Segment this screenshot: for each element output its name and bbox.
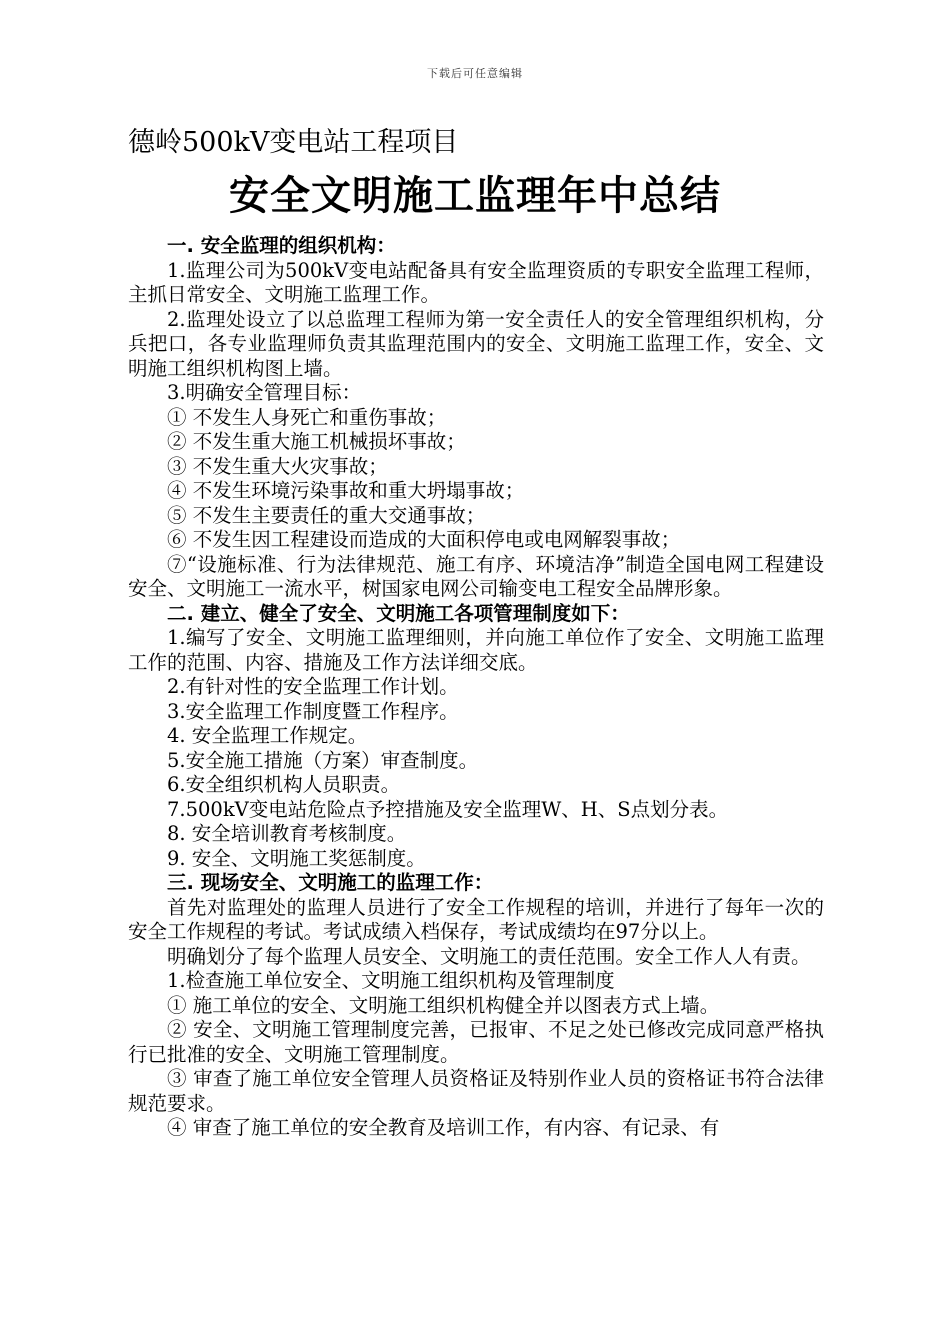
body-paragraph: 首先对监理处的监理人员进行了安全工作规程的培训，并进行了每年一次的安全工作规程的考试。考试成绩入档保存，考试成绩均在97分以上。 [128,895,824,943]
body-paragraph: 7.500kV变电站危险点予控措施及安全监理W、H、S点划分表。 [167,797,729,821]
section-heading: 二. 建立、健全了安全、文明施工各项管理制度如下： [167,601,630,625]
body-paragraph: 3.明确安全管理目标： [167,381,362,404]
body-paragraph: 明确划分了每个监理人员安全、文明施工的责任范围。安全工作人人有责。 [167,944,811,968]
body-paragraph: 9. 安全、文明施工奖惩制度。 [167,846,426,870]
body-paragraph: 8. 安全培训教育考核制度。 [167,822,407,845]
body-paragraph: ④ 审查了施工单位的安全教育及培训工作，有内容、有记录、有 [167,1116,720,1139]
download-note: 下载后可任意编辑 [427,67,523,80]
body-paragraph: 2.有针对性的安全监理工作计划。 [167,675,459,698]
page-title: 安全文明施工监理年中总结 [229,173,721,219]
body-paragraph: ⑤ 不发生主要责任的重大交通事故； [167,503,486,527]
body-paragraph: ② 安全、文明施工管理制度完善，已报审、不足之处已修改完成同意严格执行已批准的安全、文明施工管理制度。 [128,1018,824,1066]
body-paragraph: ④ 不发生环境污染事故和重大坍塌事故； [167,479,525,502]
body-paragraph: 1.监理公司为500kV变电站配备具有安全监理资质的专职安全监理工程师，主抓日常安全、文明施工监理工作。 [128,258,824,306]
section-heading: 一. 安全监理的组织机构： [167,234,396,257]
body-paragraph: 5.安全施工措施（方案）审查制度。 [167,748,479,772]
body-paragraph: 6.安全组织机构人员职责。 [167,773,401,796]
body-paragraph: 3.安全监理工作制度暨工作程序。 [167,699,459,723]
body-paragraph: ⑥ 不发生因工程建设而造成的大面积停电或电网解裂事故； [167,528,681,551]
project-subtitle: 德岭500kV变电站工程项目 [128,127,459,158]
document-body [128,234,824,1141]
body-paragraph: 2.监理处设立了以总监理工程师为第一安全责任人的安全管理组织机构，分兵把口，各专业监理师负责其监理范围内的安全、文明施工监理工作，安全、文明施工组织机构图上墙。 [128,307,824,380]
body-paragraph: ② 不发生重大施工机械损坏事故； [167,430,466,453]
body-paragraph: ③ 审查了施工单位安全管理人员资格证及特别作业人员的资格证书符合法律规范要求。 [128,1067,824,1115]
body-paragraph: 1.编写了安全、文明施工监理细则，并向施工单位作了安全、文明施工监理工作的范围、内容、措施及工作方法详细交底。 [128,626,824,674]
body-paragraph: ③ 不发生重大火灾事故； [167,454,388,478]
body-paragraph: 1.检查施工单位安全、文明施工组织机构及管理制度 [167,969,615,992]
body-paragraph: 4. 安全监理工作规定。 [167,724,368,747]
body-paragraph: ① 施工单位的安全、文明施工组织机构健全并以图表方式上墙。 [167,993,720,1017]
section-heading: 三. 现场安全、文明施工的监理工作： [167,871,494,894]
body-paragraph: ⑦“设施标准、行为法律规范、施工有序、环境洁净”制造全国电网工程建设安全、文明施工一流水平，树国家电网公司输变电工程安全品牌形象。 [128,552,824,600]
body-paragraph: ① 不发生人身死亡和重伤事故； [167,405,447,429]
